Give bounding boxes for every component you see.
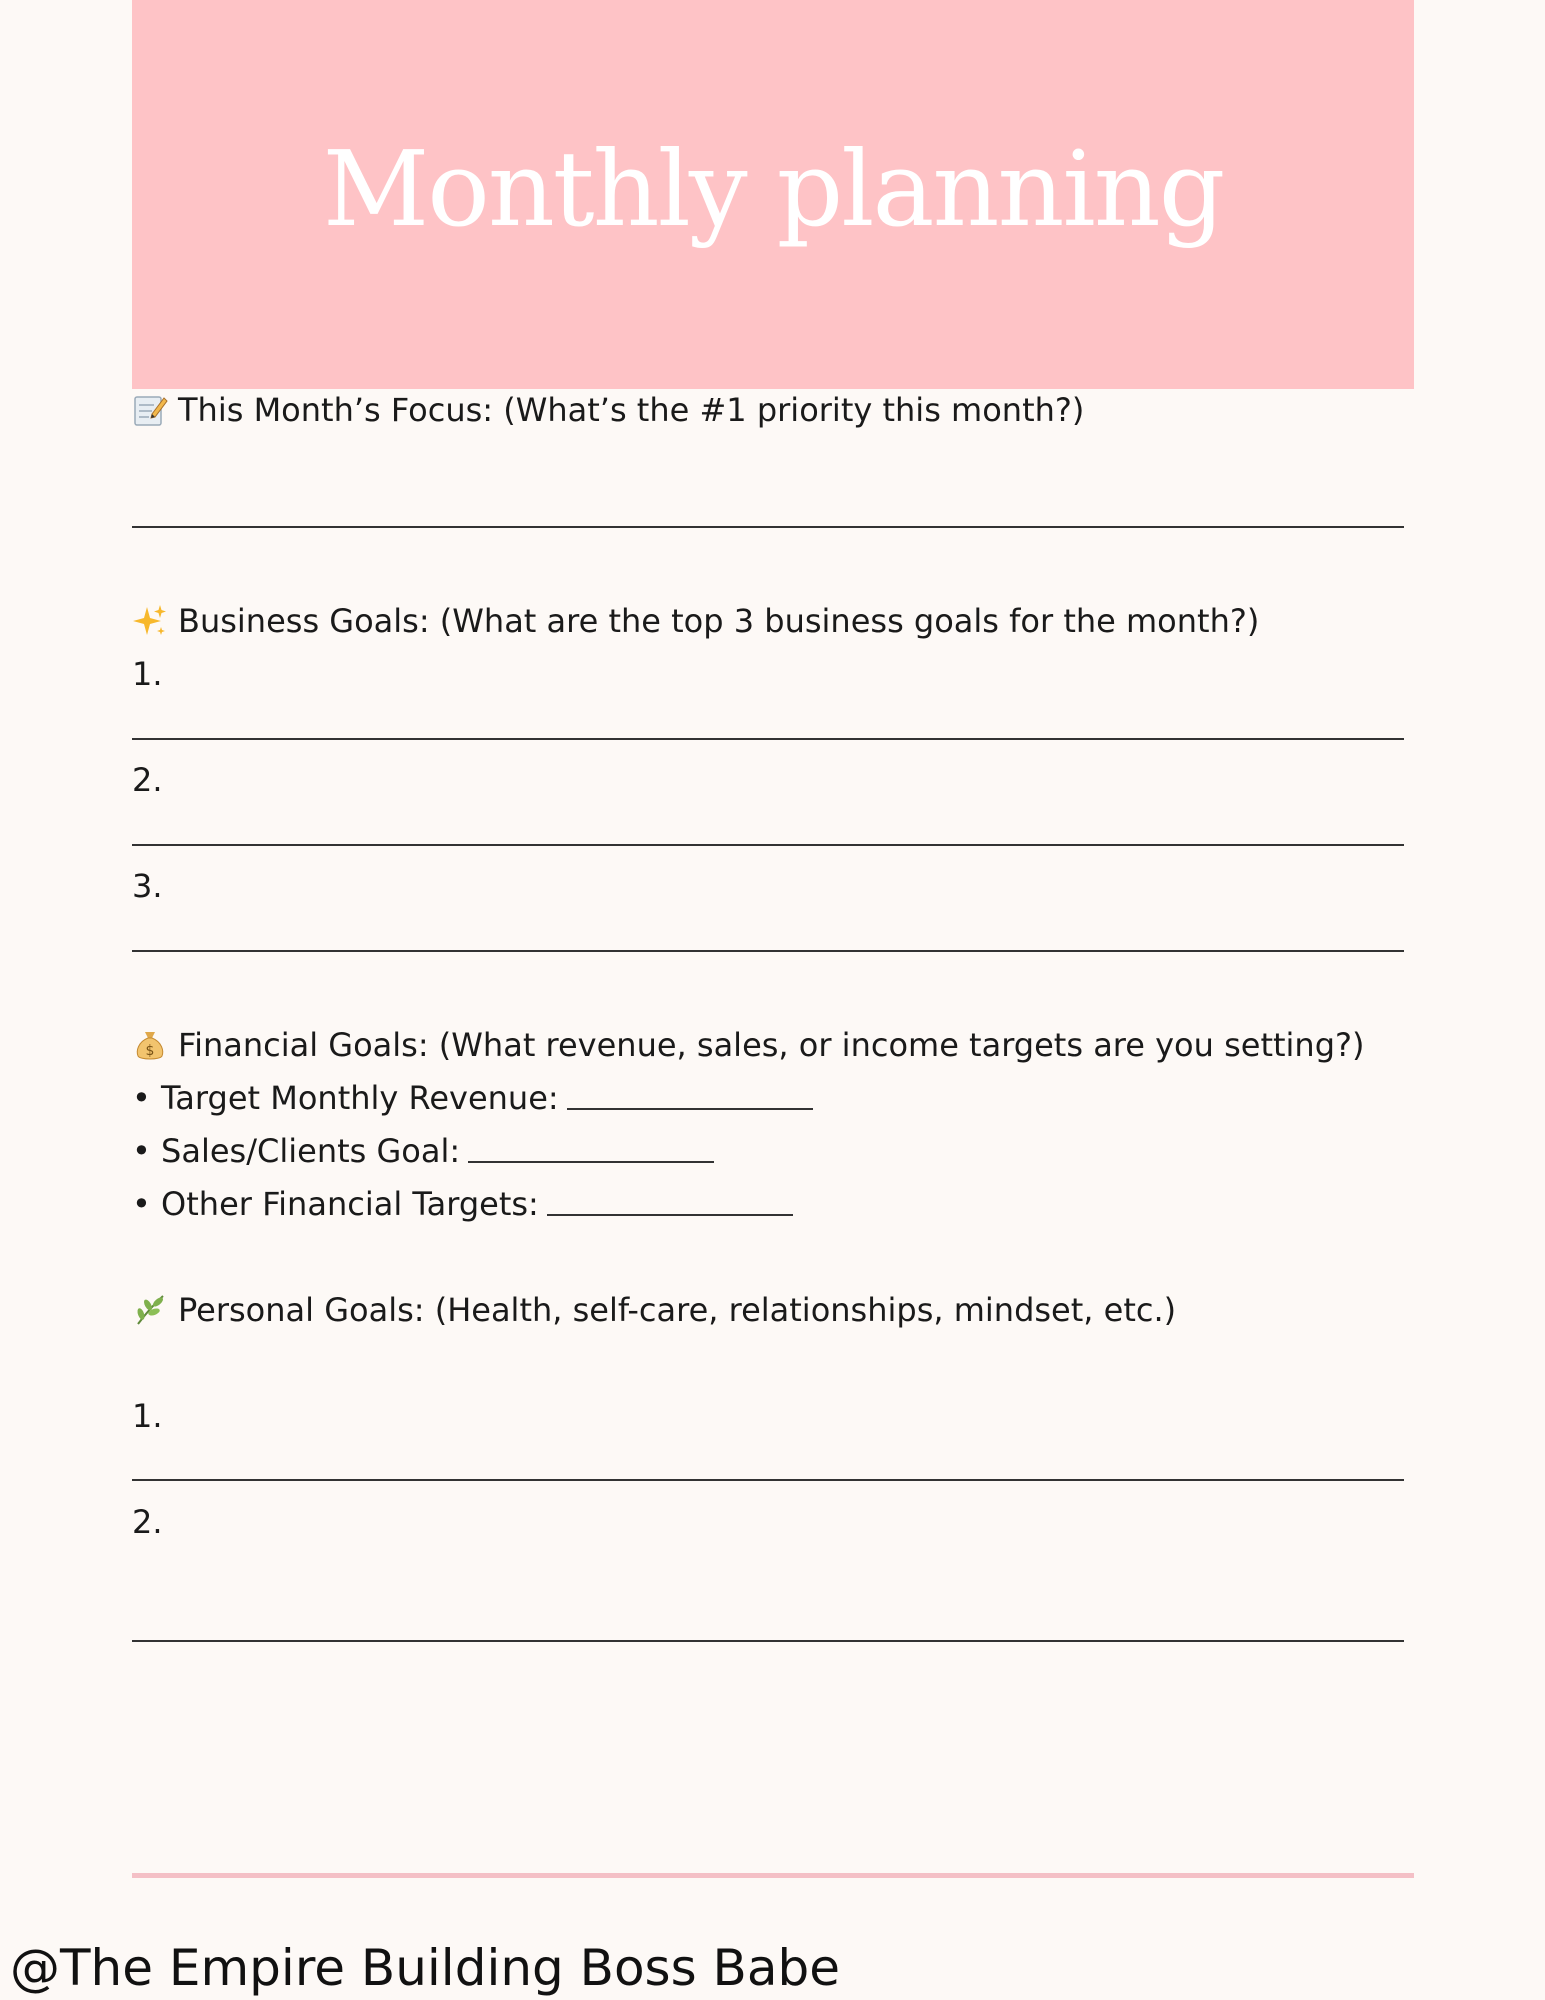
herb-icon [132,1292,168,1328]
personal-answer-line-1[interactable] [132,1479,1404,1481]
personal-item-1: 1. [132,1397,163,1435]
revenue-target-blank[interactable] [567,1108,813,1110]
business-item-1: 1. [132,655,163,693]
page-title: Monthly planning [322,127,1224,250]
personal-label: Personal Goals: (Health, self-care, relationships, mindset, etc.) [178,1291,1177,1329]
memo-icon [132,392,168,428]
footer-handle: @The Empire Building Boss Babe [10,1939,840,1997]
financial-label: Financial Goals: (What revenue, sales, or income targets are you setting?) [178,1026,1365,1064]
sparkles-icon [132,603,168,639]
business-item-3: 3. [132,867,163,905]
financial-bullet-label: • Other Financial Targets: [132,1185,539,1223]
other-targets-blank[interactable] [547,1214,793,1216]
svg-text:$: $ [145,1043,155,1059]
personal-answer-line-2[interactable] [132,1640,1404,1642]
business-answer-line-1[interactable] [132,738,1404,740]
financial-bullet-label: • Sales/Clients Goal: [132,1132,461,1170]
focus-heading [132,390,1084,430]
business-answer-line-3[interactable] [132,950,1404,952]
business-answer-line-2[interactable] [132,844,1404,846]
personal-item-2: 2. [132,1503,163,1541]
financial-bullet-other [132,1184,793,1224]
sales-goal-blank[interactable] [468,1161,714,1163]
business-item-2: 2. [132,761,163,799]
focus-answer-line[interactable] [132,526,1404,528]
business-label: Business Goals: (What are the top 3 business goals for the month?) [178,602,1260,640]
focus-label: This Month’s Focus: (What’s the #1 priority this month?) [178,391,1085,429]
business-heading [132,601,1259,641]
header-banner [132,0,1414,389]
financial-bullet-revenue [132,1078,813,1118]
financial-bullet-sales [132,1131,714,1171]
financial-heading [132,1025,1364,1065]
personal-heading [132,1290,1176,1330]
footer-divider [132,1873,1414,1878]
money-bag-icon [132,1027,168,1063]
financial-bullet-label: • Target Monthly Revenue: [132,1079,559,1117]
